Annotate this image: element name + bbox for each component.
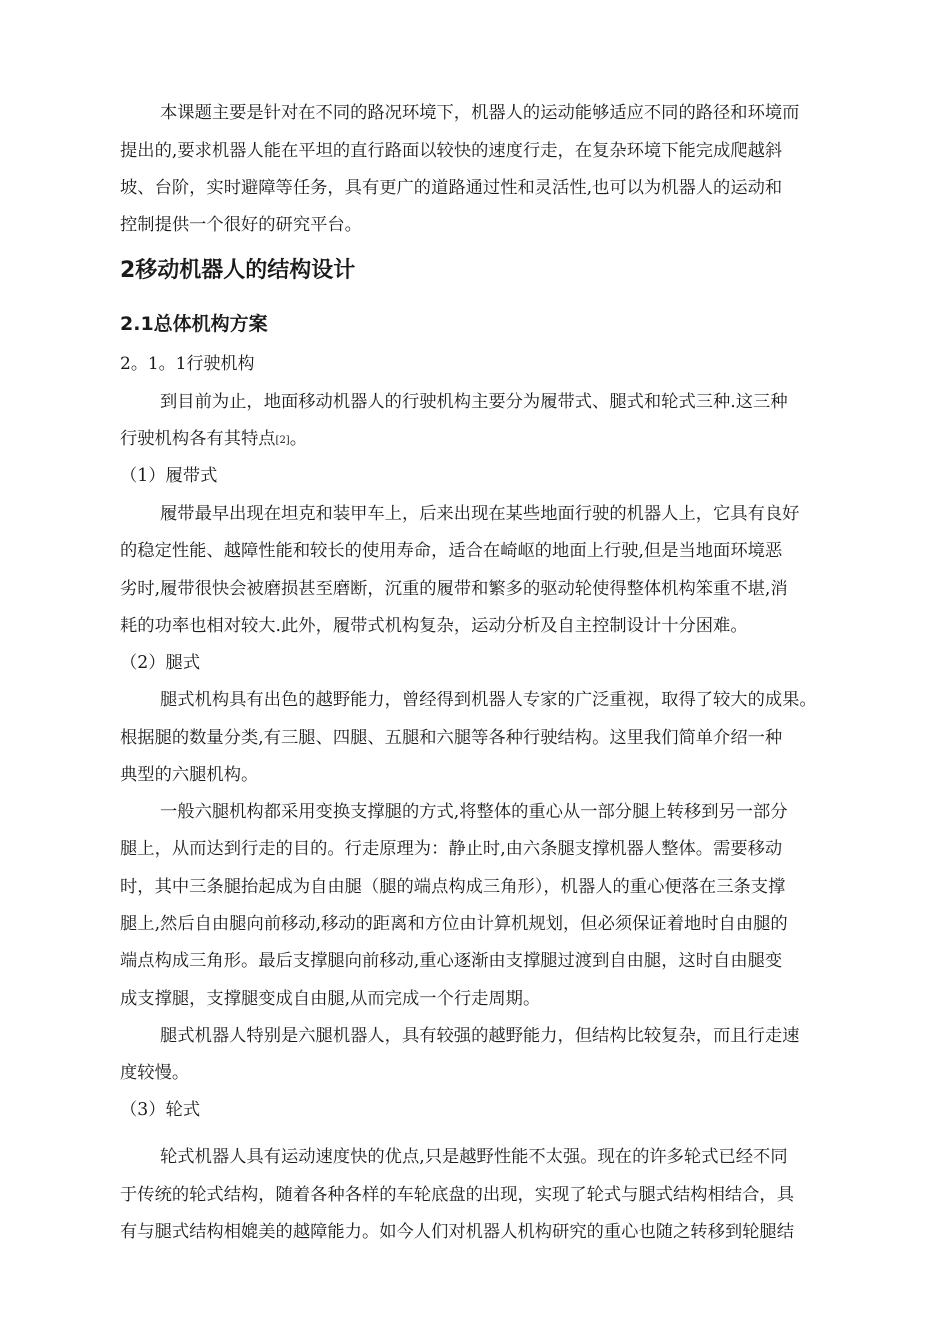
leg-p1-line-1: 腿式机构具有出色的越野能力，曾经得到机器人专家的广泛重视，取得了较大的成果。 — [160, 690, 817, 710]
intro-line-3: 坡、台阶，实时避障等任务，具有更广的道路通过性和灵活性,也可以为机器人的运动和 — [120, 178, 783, 198]
leg-p2-line-6: 成支撑腿，支撑腿变成自由腿,从而完成一个行走周期。 — [120, 989, 541, 1009]
track-line-1: 履带最早出现在坦克和装甲车上，后来出现在某些地面行驶的机器人上，它具有良好 — [160, 504, 800, 524]
overview-line-2 — [120, 427, 307, 453]
wheel-line-3: 有与腿式结构相媲美的越障能力。如今人们对机器人机构研究的重心也随之转移到轮腿结 — [120, 1222, 794, 1242]
chapter-heading: 2移动机器人的结构设计 — [120, 258, 356, 283]
subsection-heading: 2。1。1行驶机构 — [120, 354, 255, 374]
intro-line-4: 控制提供一个很好的研究平台。 — [120, 215, 362, 235]
track-line-3: 劣时,履带很快会被磨损甚至磨断，沉重的履带和繁多的驱动轮使得整体机构笨重不堪,消 — [120, 579, 788, 599]
leg-p2-line-2: 腿上，从而达到行走的目的。行走原理为：静止时,由六条腿支撑机器人整体。需要移动 — [120, 839, 783, 859]
leg-p3-line-2: 度较慢。 — [120, 1063, 190, 1083]
intro-line-1: 本课题主要是针对在不同的路况环境下，机器人的运动能够适应不同的路径和环境而 — [160, 103, 800, 123]
citation-marker: [2] — [275, 435, 290, 446]
wheel-label: （3）轮式 — [120, 1100, 201, 1120]
leg-p2-line-1: 一般六腿机构都采用变换支撑腿的方式,将整体的重心从一部分腿上转移到另一部分 — [160, 802, 788, 822]
overview-line-2-end: 。 — [289, 429, 308, 449]
leg-p2-line-4: 腿上,然后自由腿向前移动,移动的距离和方位由计算机规划，但必须保证着地时自由腿的 — [120, 914, 788, 934]
leg-p3-line-1: 腿式机器人特别是六腿机器人，具有较强的越野能力，但结构比较复杂，而且行走速 — [160, 1026, 800, 1046]
leg-p2-line-5: 端点构成三角形。最后支撑腿向前移动,重心逐渐由支撑腿过渡到自由腿，这时自由腿变 — [120, 951, 783, 971]
leg-p1-line-3: 典型的六腿机构。 — [120, 765, 259, 785]
track-label: （1）履带式 — [120, 466, 218, 486]
track-line-4: 耗的功率也相对较大.此外，履带式机构复杂，运动分析及自主控制设计十分困难。 — [120, 616, 748, 636]
overview-line-1: 到目前为止，地面移动机器人的行驶机构主要分为履带式、腿式和轮式三种.这三种 — [160, 392, 788, 412]
section-heading: 2.1总体机构方案 — [120, 313, 268, 335]
intro-line-2: 提出的,要求机器人能在平坦的直行路面以较快的速度行走，在复杂环境下能完成爬越斜 — [120, 141, 783, 161]
leg-label: （2）腿式 — [120, 653, 201, 673]
overview-line-2-text: 行驶机构各有其特点 — [120, 429, 276, 449]
wheel-line-1: 轮式机器人具有运动速度快的优点,只是越野性能不太强。现在的许多轮式已经不同 — [160, 1147, 788, 1167]
track-line-2: 的稳定性能、越障性能和较长的使用寿命，适合在崎岖的地面上行驶,但是当地面环境恶 — [120, 541, 783, 561]
leg-p2-line-3: 时，其中三条腿抬起成为自由腿（腿的端点构成三角形），机器人的重心便落在三条支撑 — [120, 877, 786, 897]
wheel-line-2: 于传统的轮式结构，随着各种各样的车轮底盘的出现，实现了轮式与腿式结构相结合，具 — [120, 1185, 794, 1205]
leg-p1-line-2: 根据腿的数量分类,有三腿、四腿、五腿和六腿等各种行驶结构。这里我们简单介绍一种 — [120, 728, 783, 748]
